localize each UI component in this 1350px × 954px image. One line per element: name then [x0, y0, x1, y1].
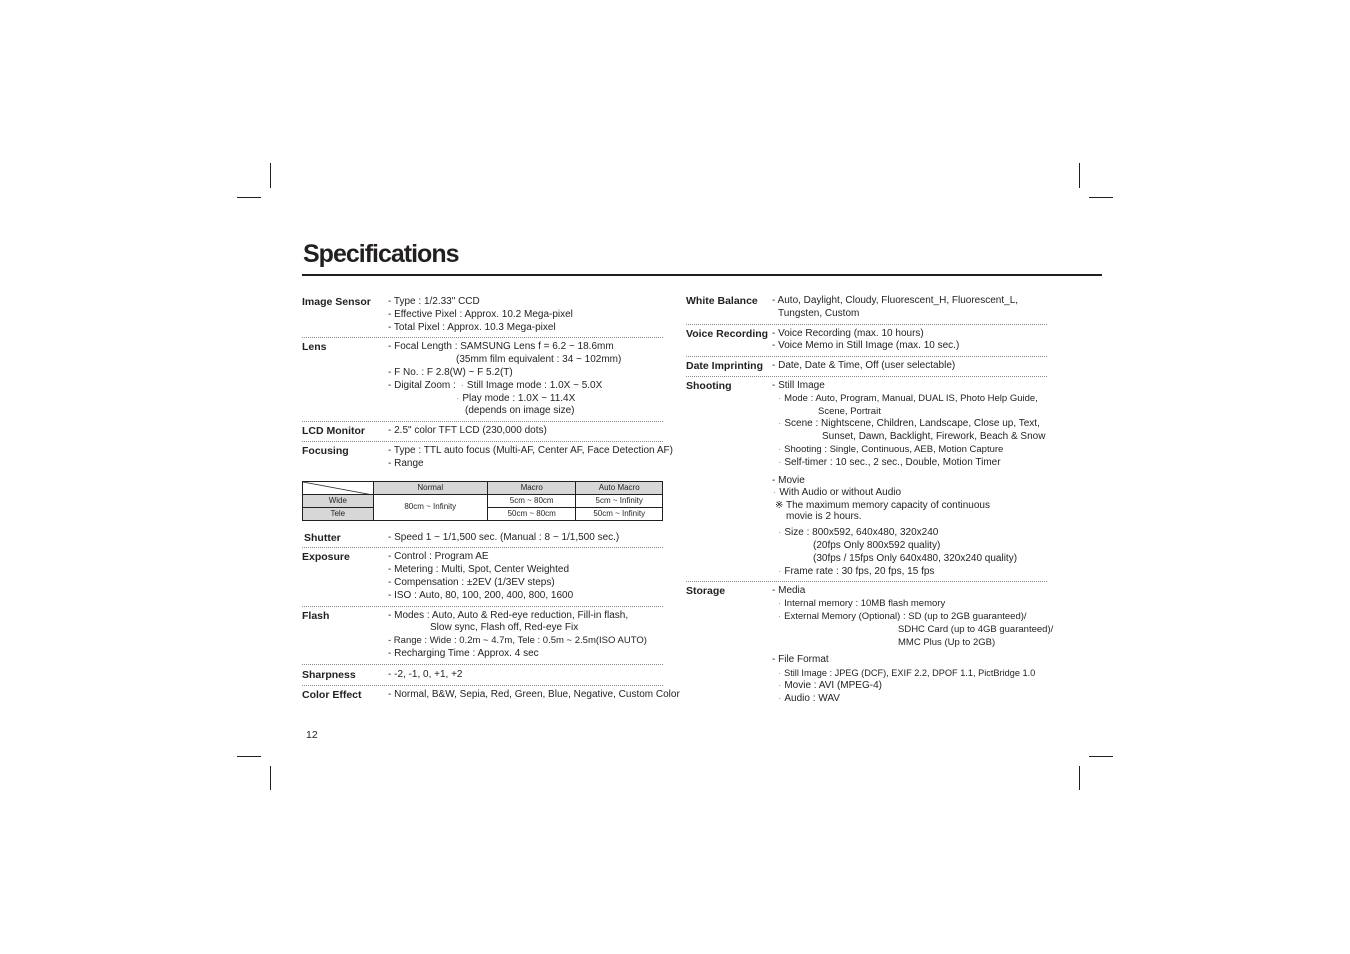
crop-mark — [1089, 756, 1113, 757]
spec-line: · With Audio or without Audio — [772, 487, 1047, 500]
spec-line: - Type : TTL auto focus (Multi-AF, Center AF, Face Detection AF) — [388, 444, 673, 456]
spec-line: - -2, -1, 0, +1, +2 — [388, 668, 463, 680]
spec-line: Scene, Portrait — [818, 405, 881, 417]
spec-label: Color Effect — [302, 688, 362, 701]
table-row-label: Wide — [303, 494, 374, 507]
spec-image-sensor — [302, 296, 663, 338]
spec-label: Storage — [686, 585, 726, 598]
spec-storage — [686, 585, 1054, 708]
spec-line: - Metering : Multi, Spot, Center Weighted — [388, 564, 570, 576]
table-cell: 5cm ~ Infinity — [576, 494, 663, 507]
spec-line: · Mode : Auto, Program, Manual, DUAL IS, Photo Help Guide, — [772, 393, 1047, 406]
spec-shooting — [686, 380, 1047, 582]
spec-label: Sharpness — [302, 668, 356, 681]
spec-label: Focusing — [302, 444, 349, 457]
spec-label: Shooting — [686, 379, 732, 392]
spec-line: · Internal memory : 10MB flash memory — [772, 598, 1047, 611]
spec-line-part: · Still Image mode : 1.0X ~ 5.0X — [461, 380, 603, 391]
table-header: Auto Macro — [576, 481, 663, 494]
crop-mark — [1079, 766, 1080, 790]
spec-line: · Shooting : Single, Continuous, AEB, Motion Capture — [772, 444, 1047, 457]
table-corner-cell — [303, 481, 374, 494]
spec-label: White Balance — [686, 295, 758, 307]
spec-label: Date Imprinting — [686, 360, 764, 373]
crop-mark — [1079, 163, 1080, 188]
spec-white-balance — [686, 295, 1047, 325]
spec-line: - Range : Wide : 0.2m ~ 4.7m, Tele : 0.5m ~ 2.5m(ISO AUTO) — [388, 635, 647, 647]
page-number: 12 — [306, 729, 318, 741]
right-spec-column — [686, 295, 1054, 712]
spec-date-imprinting — [686, 360, 1047, 377]
spec-line: (20fps Only 800x592 quality) — [813, 539, 941, 551]
table-cell: 80cm ~ Infinity — [373, 494, 487, 520]
spec-line: - F No. : F 2.8(W) ~ F 5.2(T) — [388, 366, 513, 378]
page-title: Specifications — [303, 240, 459, 268]
spec-line: SDHC Card (up to 4GB guaranteed)/ — [898, 623, 1054, 635]
spec-focusing — [302, 444, 673, 528]
spec-line: - 2.5" color TFT LCD (230,000 dots) — [388, 425, 547, 437]
spec-label: Flash — [302, 609, 330, 622]
spec-line: · Play mode : 1.0X ~ 11.4X — [388, 393, 663, 406]
spec-exposure — [302, 551, 663, 606]
spec-line: - Effective Pixel : Approx. 10.2 Mega-pixel — [388, 308, 573, 320]
spec-line: · External Memory (Optional) : SD (up to 2GB guaranteed)/ — [772, 611, 1047, 624]
spec-line: MMC Plus (Up to 2GB) — [898, 636, 996, 648]
spec-label: Shutter — [304, 531, 341, 544]
spec-line: - Media — [772, 585, 806, 597]
spec-line: Tungsten, Custom — [778, 307, 860, 319]
spec-line: · Size : 800x592, 640x480, 320x240 — [772, 527, 1047, 540]
title-rule — [302, 274, 1102, 276]
spec-label: Image Sensor — [302, 296, 371, 308]
spec-lcd-monitor — [302, 425, 663, 442]
spec-line: · Frame rate : 30 fps, 20 fps, 15 fps — [772, 566, 1047, 579]
spec-line: - Speed 1 ~ 1/1,500 sec. (Manual : 8 ~ 1/1,500 sec.) — [388, 531, 620, 543]
spec-label: Voice Recording — [686, 327, 769, 340]
spec-line: - Still Image — [772, 379, 825, 391]
spec-line: - Control : Program AE — [388, 551, 489, 563]
spec-line: · Scene : Nightscene, Children, Landscape, Close up, Text, — [772, 418, 1047, 431]
spec-line — [388, 380, 663, 393]
spec-line: - File Format — [772, 654, 829, 666]
spec-line: · Movie : AVI (MPEG-4) — [772, 680, 1047, 693]
spec-line: (30fps / 15fps Only 640x480, 320x240 quality) — [813, 552, 1018, 564]
spec-line: - Voice Recording (max. 10 hours) — [772, 327, 924, 339]
crop-mark — [270, 163, 271, 188]
spec-line: - Date, Date & Time, Off (user selectable) — [772, 360, 956, 372]
spec-color-effect — [302, 688, 680, 705]
spec-label: Exposure — [302, 551, 350, 564]
table-row-label: Tele — [303, 507, 374, 520]
diagonal-line-icon — [303, 482, 373, 495]
spec-line: · Audio : WAV — [772, 693, 1047, 706]
spec-label: LCD Monitor — [302, 425, 365, 438]
spec-flash — [302, 610, 663, 665]
spec-line: (depends on image size) — [465, 405, 575, 417]
crop-mark — [237, 756, 261, 757]
crop-mark — [270, 766, 271, 790]
focus-range-table — [302, 481, 663, 521]
spec-line: - Voice Memo in Still Image (max. 10 sec.) — [772, 340, 960, 352]
spec-line: - Movie — [772, 474, 805, 486]
spec-line: Slow sync, Flash off, Red-eye Fix — [430, 622, 579, 634]
table-cell: 5cm ~ 80cm — [487, 494, 576, 507]
spec-line: - ISO : Auto, 80, 100, 200, 400, 800, 1600 — [388, 589, 574, 601]
spec-voice-recording — [686, 328, 1047, 358]
spec-line: - Type : 1/2.33" CCD — [388, 296, 480, 307]
spec-line: - Focal Length : SAMSUNG Lens f = 6.2 ~ 18.6mm — [388, 341, 614, 353]
spec-line: movie is 2 hours. — [786, 511, 862, 523]
spec-label: Lens — [302, 341, 327, 354]
spec-lens — [302, 341, 663, 422]
spec-line: - Range — [388, 457, 424, 469]
spec-line: - Auto, Daylight, Cloudy, Fluorescent_H, Fluorescent_L, — [772, 295, 1019, 306]
crop-mark — [1089, 197, 1113, 198]
spec-line: - Modes : Auto, Auto & Red-eye reduction, Fill-in flash, — [388, 609, 629, 621]
spec-line: (35mm film equivalent : 34 ~ 102mm) — [456, 354, 622, 366]
table-cell: 50cm ~ Infinity — [576, 507, 663, 520]
spec-shutter — [302, 532, 663, 549]
spec-line: · Self-timer : 10 sec., 2 sec., Double, Motion Timer — [772, 457, 1047, 470]
table-header: Normal — [373, 481, 487, 494]
spec-line: ※ The maximum memory capacity of continuous — [775, 500, 990, 512]
spec-line-part: - Digital Zoom : — [388, 379, 456, 391]
spec-line: - Total Pixel : Approx. 10.3 Mega-pixel — [388, 321, 556, 333]
spec-sharpness — [302, 669, 663, 686]
spec-line: · Still Image : JPEG (DCF), EXIF 2.2, DPOF 1.1, PictBridge 1.0 — [772, 667, 1047, 680]
table-header: Macro — [487, 481, 576, 494]
spec-line: - Compensation : ±2EV (1/3EV steps) — [388, 576, 555, 588]
spec-line: - Normal, B&W, Sepia, Red, Green, Blue, Negative, Custom Color — [388, 688, 680, 700]
crop-mark — [237, 197, 261, 198]
spec-line: Sunset, Dawn, Backlight, Firework, Beach & Snow — [822, 431, 1046, 443]
spec-line: - Recharging Time : Approx. 4 sec — [388, 647, 539, 659]
table-cell: 50cm ~ 80cm — [487, 507, 576, 520]
left-spec-column — [302, 296, 680, 707]
